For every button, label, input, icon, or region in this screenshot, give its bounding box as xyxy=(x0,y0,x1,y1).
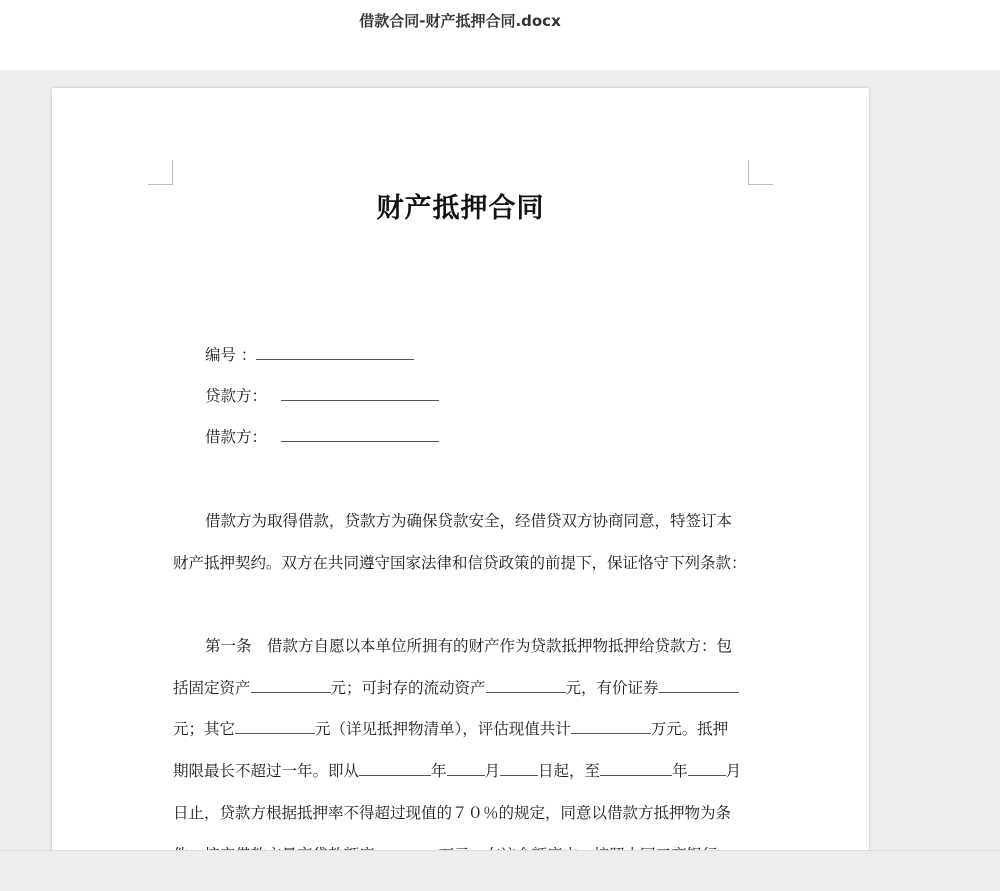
contract-number-blank[interactable] xyxy=(256,345,414,360)
margin-corner-top-right xyxy=(748,160,773,185)
field-label: 编号 ： xyxy=(205,346,257,364)
securities-blank[interactable] xyxy=(659,678,739,693)
article1-line-3 xyxy=(173,717,728,739)
end-year-blank[interactable] xyxy=(600,761,672,776)
text-segment: 月 xyxy=(725,762,742,780)
end-month-blank[interactable] xyxy=(688,761,726,776)
borrower-blank[interactable] xyxy=(281,427,439,442)
preamble-line-1: 借款方为取得借款，贷款方为确保贷款安全，经借贷双方协商同意，特签订本 xyxy=(205,512,733,530)
start-month-blank[interactable] xyxy=(447,761,485,776)
article1-line-5: 日止，贷款方根据抵押率不得超过现值的７０％的规定，同意以借款方抵押物为条 xyxy=(173,804,732,822)
text-segment: 年 xyxy=(431,762,447,780)
text-segment: 元；其它 xyxy=(173,720,236,738)
field-label: 借款方： xyxy=(205,428,268,446)
text-segment: 日起，至 xyxy=(538,762,601,780)
fixed-assets-blank[interactable] xyxy=(251,678,331,693)
document-page[interactable] xyxy=(52,88,869,888)
field-borrower xyxy=(205,425,439,447)
current-assets-blank[interactable] xyxy=(486,678,566,693)
status-bar xyxy=(0,850,1000,891)
field-label: 贷款方： xyxy=(205,387,268,405)
file-title: 借款合同-财产抵押合同.docx xyxy=(359,12,561,30)
text-segment: 括固定资产 xyxy=(173,679,251,697)
text-segment: 万元。抵押 xyxy=(650,720,729,738)
start-year-blank[interactable] xyxy=(359,761,431,776)
field-contract-number xyxy=(205,343,414,365)
text-segment: 元（详见抵押物清单），评估现值共计 xyxy=(315,720,571,738)
document-title: 财产抵押合同 xyxy=(376,193,545,224)
title-bar xyxy=(0,0,1000,70)
other-assets-blank[interactable] xyxy=(235,719,315,734)
article1-line-2 xyxy=(173,676,739,698)
text-segment: 元；可封存的流动资产 xyxy=(330,679,486,697)
field-lender xyxy=(205,384,439,406)
article1-line-1: 第一条 借款方自愿以本单位所拥有的财产作为贷款抵押物抵押给贷款方：包 xyxy=(205,637,733,655)
text-segment: 月 xyxy=(484,762,501,780)
start-day-blank[interactable] xyxy=(500,761,538,776)
article1-line-4 xyxy=(173,759,741,781)
text-segment: 元，有价证券 xyxy=(565,679,659,697)
preamble-line-2: 财产抵押契约。双方在共同遵守国家法律和信贷政策的前提下，保证恪守下列条款： xyxy=(173,554,747,572)
valuation-blank[interactable] xyxy=(571,719,651,734)
lender-blank[interactable] xyxy=(281,386,439,401)
document-canvas[interactable] xyxy=(0,70,1000,850)
text-segment: 年 xyxy=(672,762,688,780)
margin-corner-top-left xyxy=(148,160,173,185)
text-segment: 期限最长不超过一年。即从 xyxy=(173,762,360,780)
